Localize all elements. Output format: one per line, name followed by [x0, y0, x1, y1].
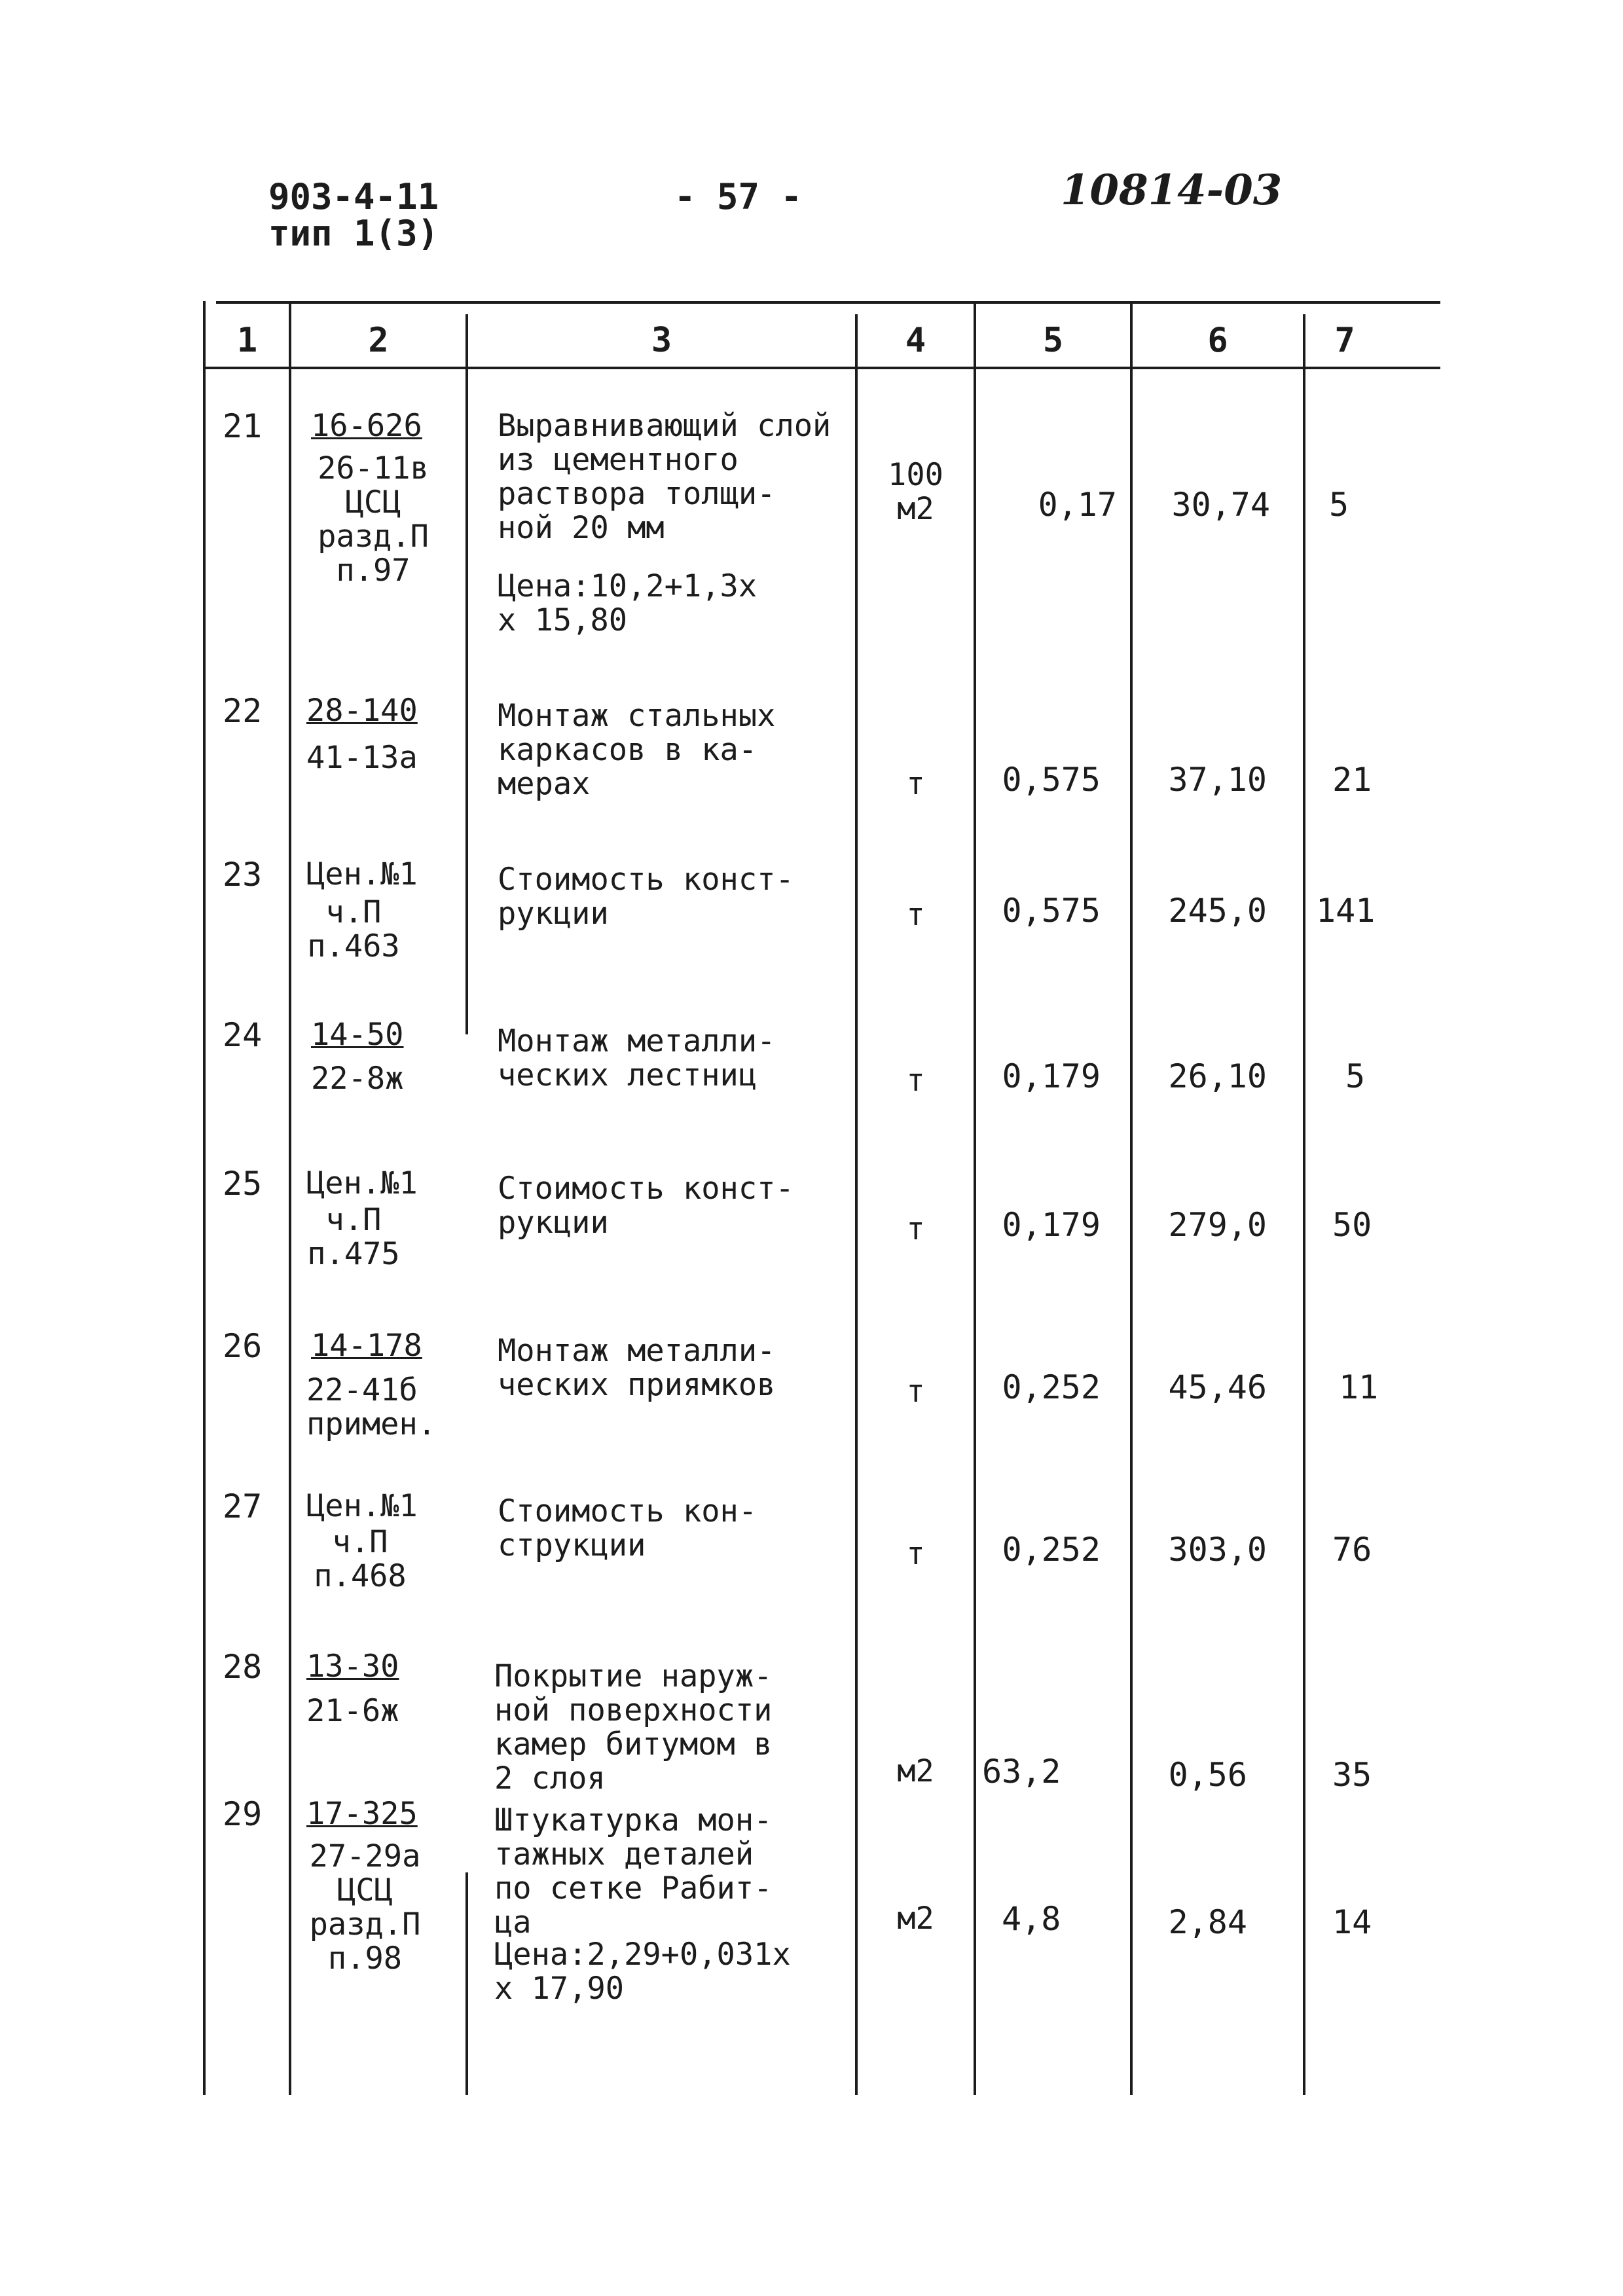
column-header-7: 7	[1334, 321, 1355, 360]
column-header-3: 3	[651, 321, 672, 360]
work-description: Покрытие наруж- ной поверхности камер битумом в 2 слоя	[494, 1658, 773, 1796]
page-number: - 57 -	[674, 176, 803, 217]
column-divider	[289, 301, 291, 2095]
quantity: 0,575	[1002, 761, 1101, 799]
row-number: 24	[223, 1016, 263, 1054]
total-cost: 76	[1332, 1531, 1372, 1569]
price-formula: Цена:2,29+0,031х х 17,90	[494, 1937, 791, 2007]
reference-code: ч.П п.463	[307, 894, 400, 964]
column-header-2: 2	[368, 321, 389, 360]
quantity: 0,252	[1002, 1368, 1101, 1406]
norm-code: 13-30	[306, 1649, 399, 1685]
column-divider	[465, 314, 468, 1034]
norm-code: 28-140	[306, 693, 418, 729]
quantity: 0,575	[1002, 892, 1101, 930]
unit: т	[906, 1211, 925, 1247]
unit: м2	[897, 1901, 934, 1937]
reference-code: 22-41б примен.	[306, 1372, 437, 1442]
column-header-1: 1	[236, 321, 258, 360]
norm-code: 14-178	[311, 1328, 422, 1364]
column-header-5: 5	[1042, 321, 1064, 360]
norm-code: 17-325	[306, 1796, 418, 1832]
total-cost: 35	[1332, 1756, 1372, 1794]
column-divider	[203, 301, 206, 2095]
quantity: 0,252	[1002, 1531, 1101, 1569]
work-description: Стоимость конст- рукции	[498, 1171, 794, 1241]
total-cost: 14	[1332, 1903, 1372, 1941]
unit: т	[906, 766, 925, 802]
unit-price: 45,46	[1168, 1368, 1267, 1406]
row-number: 21	[223, 407, 263, 445]
unit-price: 0,56	[1168, 1756, 1247, 1794]
archive-number: 10814-03	[1061, 166, 1283, 215]
column-divider	[465, 1872, 468, 2095]
unit: т	[906, 1063, 925, 1099]
column-header-6: 6	[1207, 321, 1228, 360]
total-cost: 21	[1332, 761, 1372, 799]
column-header-4: 4	[905, 321, 926, 360]
row-number: 29	[223, 1795, 263, 1833]
total-cost: 50	[1332, 1206, 1372, 1244]
table-header-rule	[203, 367, 1440, 369]
unit: т	[906, 1536, 925, 1572]
unit: т	[906, 897, 925, 933]
norm-code: Цен.№1	[306, 1165, 418, 1201]
row-number: 26	[223, 1327, 263, 1365]
reference-code: ч.П п.475	[307, 1202, 400, 1272]
unit: 100 м2	[888, 457, 943, 527]
row-number: 23	[223, 856, 263, 894]
norm-code: Цен.№1	[306, 856, 418, 892]
norm-code: 16-626	[311, 408, 422, 444]
document-code: 903-4-11	[268, 176, 439, 217]
table-top-rule	[216, 301, 1440, 304]
total-cost: 11	[1339, 1368, 1379, 1406]
quantity: 4,8	[1002, 1900, 1061, 1938]
unit: м2	[897, 1753, 934, 1789]
row-number: 27	[223, 1487, 263, 1525]
work-description: Стоимость кон- струкции	[498, 1493, 757, 1563]
norm-code: Цен.№1	[306, 1488, 418, 1524]
total-cost: 5	[1329, 486, 1349, 524]
column-divider	[974, 301, 976, 2095]
quantity: 63,2	[982, 1753, 1061, 1791]
column-divider	[855, 314, 858, 2095]
reference-code: 41-13а	[306, 740, 418, 776]
reference-code: ч.П п.468	[314, 1524, 407, 1594]
quantity: 0,179	[1002, 1206, 1101, 1244]
total-cost: 141	[1316, 892, 1376, 930]
price-formula: Цена:10,2+1,3х х 15,80	[498, 568, 757, 638]
work-description: Стоимость конст- рукции	[498, 862, 794, 932]
norm-code: 14-50	[311, 1017, 404, 1053]
reference-code: 26-11в ЦСЦ разд.П п.97	[318, 450, 429, 589]
work-description: Выравнивающий слой из цементного раствора толщи- ной 20 мм	[498, 408, 831, 546]
total-cost: 5	[1345, 1057, 1366, 1095]
work-description: Монтаж стальных каркасов в ка- мерах	[498, 698, 776, 802]
unit-price: 2,84	[1168, 1903, 1247, 1941]
document-type: тип 1(3)	[268, 213, 439, 254]
unit-price: 26,10	[1168, 1057, 1267, 1095]
work-description: Штукатурка мон- тажных деталей по сетке Рабит- ца	[494, 1802, 773, 1941]
unit-price: 245,0	[1168, 892, 1267, 930]
row-number: 25	[223, 1165, 263, 1203]
work-description: Монтаж металли- ческих приямков	[498, 1333, 776, 1403]
work-description: Монтаж металли- ческих лестниц	[498, 1023, 776, 1093]
quantity: 0,179	[1002, 1057, 1101, 1095]
reference-code: 27-29а ЦСЦ разд.П п.98	[309, 1838, 421, 1977]
unit-price: 37,10	[1168, 761, 1267, 799]
unit: т	[906, 1374, 925, 1410]
row-number: 28	[223, 1648, 263, 1686]
unit-price: 279,0	[1168, 1206, 1267, 1244]
column-divider	[1303, 314, 1305, 2095]
column-divider	[1130, 301, 1133, 2095]
reference-code: 22-8ж	[311, 1061, 404, 1097]
quantity: 0,17	[1038, 486, 1117, 524]
reference-code: 21-6ж	[306, 1693, 399, 1729]
unit-price: 303,0	[1168, 1531, 1267, 1569]
unit-price: 30,74	[1171, 486, 1270, 524]
row-number: 22	[223, 692, 263, 730]
